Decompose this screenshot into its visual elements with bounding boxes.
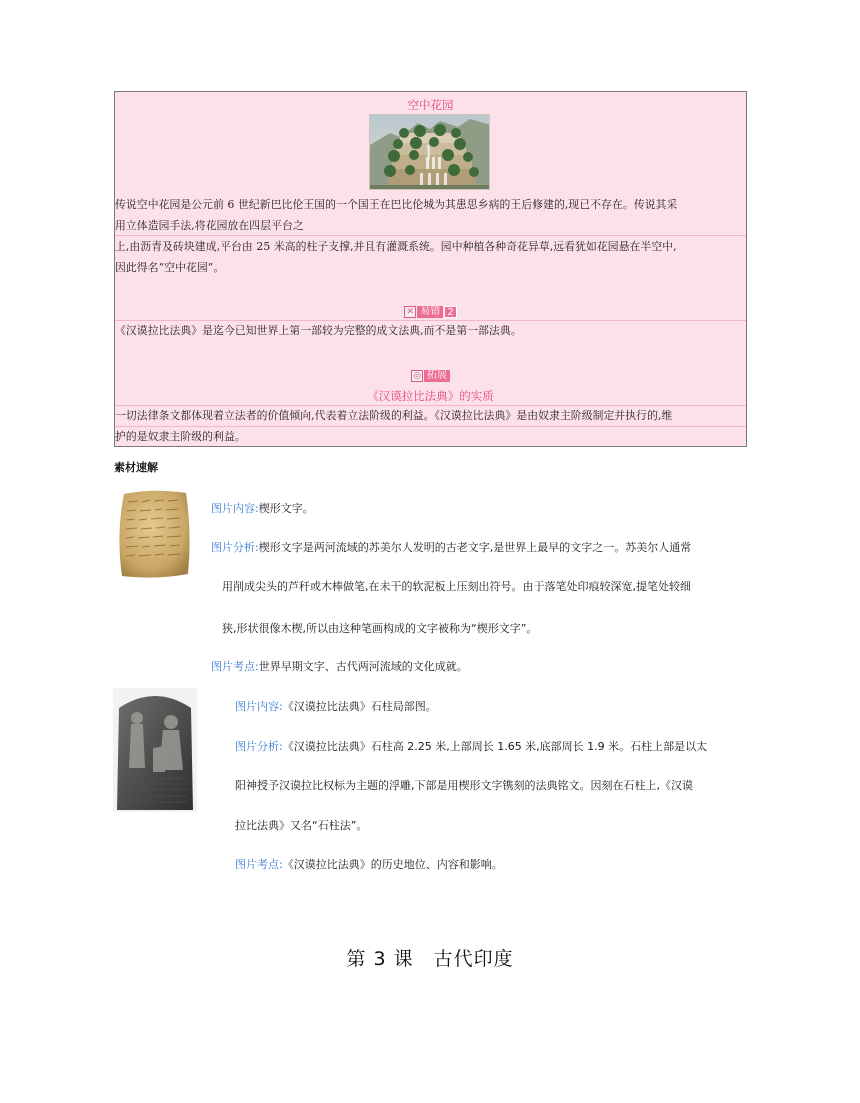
exam-text: 世界早期文字、古代两河流域的文化成就。 bbox=[258, 660, 468, 673]
analysis-line-1: 楔形文字是两河流域的苏美尔人发明的古老文字,是世界上最早的文字之一。苏美尔人通常 bbox=[258, 541, 692, 554]
material-1-analysis-line-3: 狭,形状很像木楔,所以由这种笔画构成的文字被称为“楔形文字”。 bbox=[222, 622, 538, 635]
exam-text: 《汉谟拉比法典》的历史地位、内容和影响。 bbox=[282, 858, 503, 871]
extend-tag bbox=[115, 369, 746, 382]
extend-title: 《汉谟拉比法典》的实质 bbox=[367, 389, 494, 403]
content-text: 《汉谟拉比法典》石柱局部图。 bbox=[282, 700, 437, 713]
lesson-name: 古代印度 bbox=[433, 948, 514, 970]
divider bbox=[115, 426, 746, 427]
material-1-analysis bbox=[211, 539, 691, 555]
lesson-number: 第 3 课 bbox=[346, 948, 414, 970]
divider bbox=[115, 405, 746, 406]
analysis-line-1: 《汉谟拉比法典》石柱高 2.25 米,上部周长 1.65 米,底部周长 1.9 米。石柱上部是以太 bbox=[282, 740, 708, 753]
garden-text-line-1: 传说空中花园是公元前 6 世纪新巴比伦王国的一个国王在巴比伦城为其患思乡病的王后修建的,现已不存在。传说其采 bbox=[115, 198, 678, 211]
material-2-analysis-line-3: 拉比法典》又名“石柱法”。 bbox=[235, 819, 368, 832]
garden-title: 空中花园 bbox=[407, 98, 454, 112]
mistake-tag-label: 易错 bbox=[417, 306, 443, 318]
material-1-exam bbox=[211, 658, 468, 674]
material-1-analysis-line-2: 用削成尖头的芦秆或木棒做笔,在未干的软泥板上压刻出符号。由于落笔处印痕较深宽,提笔处较细 bbox=[222, 580, 691, 593]
divider bbox=[115, 320, 746, 321]
mistake-tag-number: 2 bbox=[444, 306, 456, 318]
content-label: 图片内容: bbox=[235, 700, 283, 713]
content-label: 图片内容: bbox=[211, 502, 259, 515]
cuneiform-tablet-image bbox=[116, 488, 192, 580]
extend-icon: ◎ bbox=[411, 370, 423, 382]
mistake-text: 《汉谟拉比法典》是迄今已知世界上第一部较为完整的成文法典,而不是第一部法典。 bbox=[115, 324, 522, 337]
content-text: 楔形文字。 bbox=[258, 502, 314, 515]
analysis-label: 图片分析: bbox=[235, 740, 283, 753]
hanging-garden-image bbox=[369, 114, 490, 190]
cross-icon: ✕ bbox=[404, 306, 416, 318]
garden-text-line-2: 用立体造园手法,将花园放在四层平台之 bbox=[115, 219, 304, 232]
hammurabi-stele-image bbox=[113, 688, 197, 812]
analysis-label: 图片分析: bbox=[211, 541, 259, 554]
mistake-tag bbox=[115, 305, 746, 318]
section-heading: 素材速解 bbox=[114, 461, 158, 474]
lesson-title bbox=[0, 944, 860, 971]
garden-text-line-3: 上,由沥青及砖块建成,平台由 25 米高的柱子支撑,并且有灌溉系统。园中种植各种奇花异草,远看犹如花园悬在半空中, bbox=[115, 240, 677, 253]
garden-text-line-4: 因此得名“空中花园”。 bbox=[115, 261, 225, 274]
info-box bbox=[114, 91, 747, 447]
extend-tag-label: 拓展 bbox=[424, 370, 450, 382]
exam-label: 图片考点: bbox=[211, 660, 259, 673]
material-2-content bbox=[235, 698, 437, 714]
extend-text-line-1: 一切法律条文都体现着立法者的价值倾向,代表着立法阶级的利益。《汉谟拉比法典》是由奴隶主阶级制定并执行的,维 bbox=[115, 409, 673, 422]
material-2-analysis bbox=[235, 738, 707, 754]
material-1-content bbox=[211, 500, 314, 516]
divider bbox=[115, 235, 746, 236]
exam-label: 图片考点: bbox=[235, 858, 283, 871]
extend-text-line-2: 护的是奴隶主阶级的利益。 bbox=[115, 430, 246, 443]
material-2-exam bbox=[235, 856, 503, 872]
material-2-analysis-line-2: 阳神授予汉谟拉比权标为主题的浮雕,下部是用楔形文字镌刻的法典铭文。因刻在石柱上,《汉谟 bbox=[235, 779, 693, 792]
